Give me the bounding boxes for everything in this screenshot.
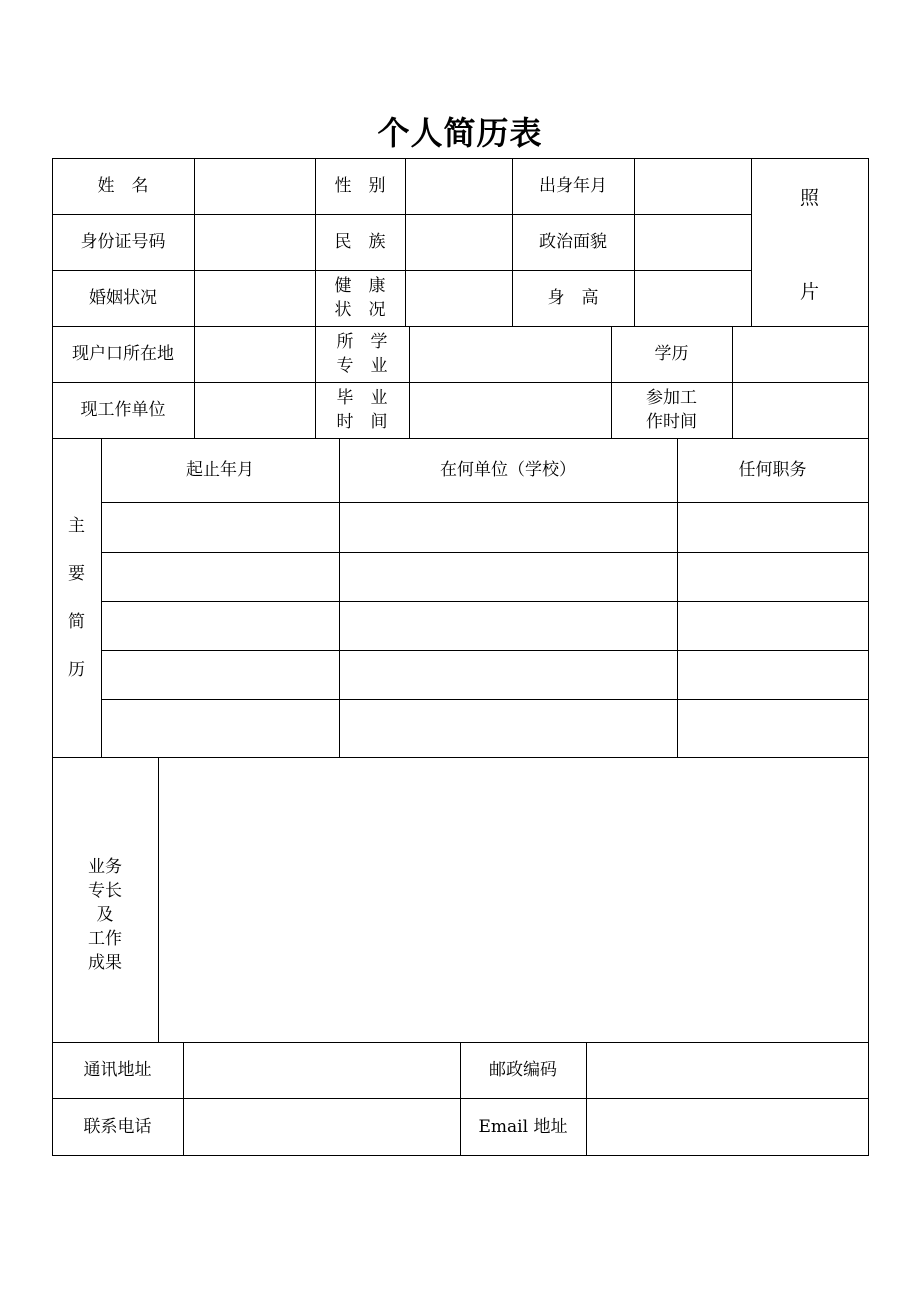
graduation-time-label: 毕 业 时 间: [336, 388, 388, 432]
resume-row-1-period[interactable]: [102, 503, 339, 552]
work-start-label: 参加工 作时间: [646, 388, 697, 432]
resume-header-organization: 在何单位（学校）: [440, 460, 576, 480]
resume-row-1-organization[interactable]: [340, 503, 677, 552]
health-field[interactable]: [406, 271, 512, 326]
achievements-field[interactable]: [159, 758, 868, 1042]
marital-status-field[interactable]: [195, 271, 315, 326]
resume-row-3-organization[interactable]: [340, 602, 677, 650]
postcode-field[interactable]: [587, 1043, 868, 1098]
resume-row-3-position[interactable]: [678, 602, 868, 650]
major-field[interactable]: [410, 327, 611, 382]
major-label: 所 学 专 业: [336, 332, 388, 376]
graduation-time-field[interactable]: [410, 383, 611, 438]
mailing-address-field[interactable]: [184, 1043, 460, 1098]
gender-label: 性 别: [334, 176, 386, 196]
resume-row-2-period[interactable]: [102, 553, 339, 601]
education-label: 学历: [654, 344, 689, 364]
hukou-location-label: 现户口所在地: [72, 344, 174, 364]
name-label: 姓 名: [97, 176, 149, 196]
page-title: 个人简历表: [377, 114, 543, 152]
postcode-label: 邮政编码: [489, 1060, 557, 1080]
hukou-location-field[interactable]: [195, 327, 315, 382]
resume-row-4-organization[interactable]: [340, 651, 677, 699]
resume-side-label: 主 要 简 历: [68, 515, 85, 680]
health-label: 健 康 状 况: [334, 276, 386, 320]
resume-row-5-organization[interactable]: [340, 700, 677, 757]
political-status-label: 政治面貌: [539, 232, 607, 252]
photo-label-top: 照: [799, 187, 819, 209]
name-field[interactable]: [195, 159, 315, 214]
mailing-address-label: 通讯地址: [83, 1060, 152, 1080]
resume-row-2-organization[interactable]: [340, 553, 677, 601]
id-number-field[interactable]: [195, 215, 315, 270]
marital-status-label: 婚姻状况: [89, 288, 157, 308]
phone-field[interactable]: [184, 1099, 460, 1155]
birth-date-label: 出身年月: [539, 176, 607, 196]
photo-box[interactable]: [751, 158, 868, 326]
gender-field[interactable]: [406, 159, 512, 214]
resume-row-2-position[interactable]: [678, 553, 868, 601]
resume-row-1-position[interactable]: [678, 503, 868, 552]
resume-row-4-position[interactable]: [678, 651, 868, 699]
birth-date-field[interactable]: [635, 159, 751, 214]
height-field[interactable]: [635, 271, 751, 326]
current-employer-label: 现工作单位: [80, 400, 166, 420]
email-label: Email 地址: [478, 1116, 568, 1137]
political-status-field[interactable]: [635, 215, 751, 270]
height-label: 身 高: [547, 288, 599, 308]
resume-row-4-period[interactable]: [102, 651, 339, 699]
resume-row-3-period[interactable]: [102, 602, 339, 650]
achievements-label: 业务 专长 及 工作 成果: [88, 856, 122, 973]
resume-row-5-position[interactable]: [678, 700, 868, 757]
education-field[interactable]: [733, 327, 868, 382]
resume-header-period: 起止年月: [186, 460, 254, 480]
phone-label: 联系电话: [83, 1116, 152, 1137]
resume-header-position: 任何职务: [738, 460, 807, 480]
id-number-label: 身份证号码: [80, 232, 166, 252]
current-employer-field[interactable]: [195, 383, 315, 438]
photo-label-bottom: 片: [799, 281, 819, 303]
resume-row-5-period[interactable]: [102, 700, 339, 757]
work-start-field[interactable]: [733, 383, 868, 438]
ethnicity-label: 民 族: [334, 232, 386, 252]
email-field[interactable]: [587, 1099, 868, 1155]
ethnicity-field[interactable]: [406, 215, 512, 270]
